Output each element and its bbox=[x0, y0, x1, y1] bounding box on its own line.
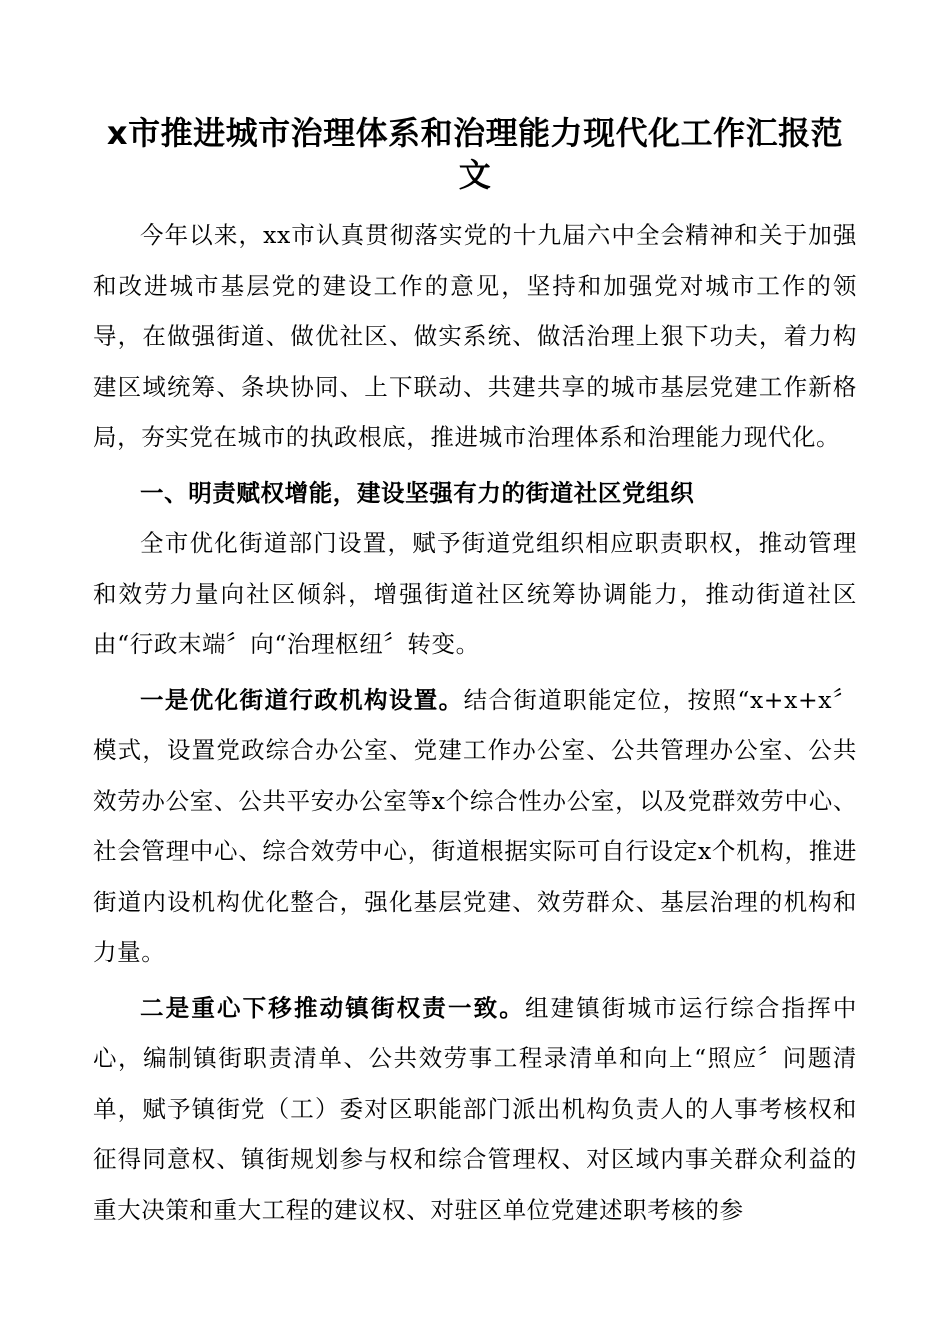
section-body-paragraph: 全市优化街道部门设置，赋予街道党组织相应职责职权，推动管理和效劳力量向社区倾斜，增强街道社区统筹协调能力，推动街道社区由“行政末端〞向“治理枢纽〞转变。 bbox=[93, 529, 857, 658]
point-one-paragraph bbox=[93, 675, 857, 978]
point-two-body: 组建镇街城市运行综合指挥中心，编制镇街职责清单、公共效劳事工程录清单和向上“照应〞问题清单，赋予镇街党（工）委对区职能部门派出机构负责人的人事考核权和征得同意权、镇街规划参与权和综合管理权、对区域内事关群众利益的重大决策和重大工程的建议权、对驻区单位党建述职考核的参 bbox=[93, 993, 857, 1224]
point-two-lead: 二是重心下移推动镇街权责一致。 bbox=[140, 993, 525, 1022]
point-one-body: 结合街道职能定位，按照“x+x+x〞模式，设置党政综合办公室、党建工作办公室、公共管理办公室、公共效劳办公室、公共平安办公室等x个综合性办公室，以及党群效劳中心、社会管理中心、综合效劳中心，街道根据实际可自行设定x个机构，推进街道内设机构优化整合，强化基层党建、效劳群众、基层治理的机构和力量。 bbox=[93, 685, 857, 966]
section-heading: 一、明责赋权增能，建设坚强有力的街道社区党组织 bbox=[140, 478, 695, 507]
document-page bbox=[93, 112, 857, 1235]
point-two-paragraph bbox=[93, 983, 857, 1236]
intro-paragraph: 今年以来，xx市认真贯彻落实党的十九届六中全会精神和关于加强和改进城市基层党的建设工作的意见，坚持和加强党对城市工作的领导，在做强街道、做优社区、做实系统、做活治理上狠下功夫，着力构建区域统筹、条块协同、上下联动、共建共享的城市基层党建工作新格局，夯实党在城市的执政根底，推进城市治理体系和治理能力现代化。 bbox=[93, 221, 857, 451]
document-title: x市推进城市治理体系和治理能力现代化工作汇报范文 bbox=[106, 114, 844, 194]
point-one-lead: 一是优化街道行政机构设置。 bbox=[140, 685, 464, 714]
